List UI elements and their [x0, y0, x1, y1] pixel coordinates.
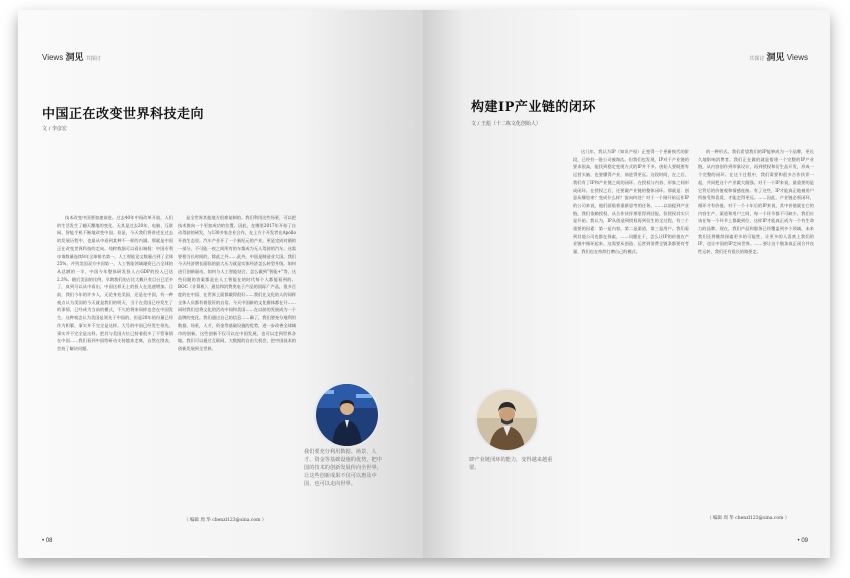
- section-label-cn: 洞见: [766, 52, 785, 62]
- author-portrait-image: [316, 384, 378, 446]
- article-column-1: 这几年，我认为IP（知识产权）正变得一个更新换代的阶段，已经有一批公司被淘汰。但我们也发现，IP对于产业链的要求很高，能找到稳定变现方式的IP并不多。创始人要既要有运营头脑，也要懂得产业，前进得更远。这段时间，在之后，我们有了IP和产业链之间的闭环。在授权与内容、形象之间形成闭环。在授权之后，还要做产业链的整体闭环。那就是：创意从哪里来？变成什么样？流向何处？对于一个刚开始运作IP的公司来说，他们面临着重新思考的任务。……以前提到产业链，我们依赖授权，从合作伙伴那里得到回报。但授权其实只是开始。我认为，IP从创造到授权再到衍生的全过程，有三个重要的因素：第一是内容，第二是渠道，第三是用户。我们看到其他公司也都在探索，……问题在于，怎么让IP的价值在产业链中循环起来。这需要从创造、运营到消费全链条都要有考量，我们也在持续打磨自己的模式。: [573, 149, 689, 255]
- editor-signature: （ 编辑 周 华 chenzl123@sina.com ）: [184, 518, 267, 523]
- author-portrait: [314, 382, 380, 448]
- article-title: 构建IP产业链的闭环: [471, 100, 596, 115]
- pull-quote-caption: IP产业链闭环的能力，变得越来越重要。: [469, 457, 553, 471]
- article-byline: 文 / 王彪（十二栋文化创始人）: [471, 121, 541, 127]
- section-label-en: Views: [42, 53, 64, 62]
- right-page: [423, 10, 830, 558]
- pull-quote-caption: 我们要充分利用数据、场景、人才、资金等基础设施的优势，把中国的技术的创新发展传向全世界，让这些创新成果不仅可以惠及中国，也可以走向世界。: [304, 449, 382, 487]
- section-tag: 共探讨: [749, 56, 765, 62]
- page-number: • 08: [42, 538, 53, 544]
- page-number: • 09: [797, 538, 808, 544]
- magazine-spread: [18, 10, 830, 558]
- article-title: 中国正在改变世界科技走向: [42, 107, 205, 122]
- article-column-2: 的一种形式。我们希望我们的IP能够成为一个品牌，更长久地影响消费者。我们正在做的就是搭建一个完整的IP产业链，从内容创作到形象设计，再到授权和衍生品开发，形成一个完整的闭环。在这个过程中，我们需要和很多合作伙伴一起，共同把这个产业做大做强。对于一个IP来说，最重要的是它背后的价值观和情感连接。有了这些，IP才能真正地被用户所接受和喜爱，才能走得更远。……因此，产业链必须闭环，循环才有价值。对于一个十年后的IP来说，其中价值就在它的内容生产、渠道和用户之间，每一个环节都不可缺少。我们应该在每一个环节上都做到位，这样IP才能真正成为一个有生命力的品牌。现在，我们产品和服务已经覆盖到多个领域，未来我们还将继续探索更多的可能性，让更多的人喜欢上我们的IP，也让中国的IP走向世界。……要让这个链条真正闭合并良性运转，我们还有很长的路要走。: [698, 149, 814, 255]
- left-section-header: [42, 50, 101, 63]
- article-column-1: 技术改变中国要加速前进。过去40年中国改革开放，人们的生活发生了翻天覆地的变化，无其是过去20年，电脑、互联网、智能手机不断地改变中国。但是，今天我们将讲述在过去的发展历程中，也最从中看到某种不一样的内涵。那就是中国正在改变世界科技的走向。纯粹数据可以看出端倪：中国专利申请数量连续8年全球排名第一。人工智能论文数量占到了全球25%，并列美国双方中国第一，人工智能领域融资已占全球的从总额的一半，中国今年整体研发投入占GDP的投入已达2.3%。随后美国的比例，早期我们的占比大概只有目台已至多了，真到可以从中看出，中国这样无上的投入在迅速增加。目前，我们今年的许多人，无论身处美国，还是在中国，有一种观点认为美国的今天就是我们的明天，当于在美国已经发生了的事情，已经成为当前的模式，不久的将来同样也会在中国发生。这种观念认为美国是领先于中国的，但是20年的份量已经作为积累，事实并不完全是这样。大号的中国已经发生领先，事实并不完全是这样。把其与美国方位已持着很多了不管事情在中国……我们看到中国给研动支持越来走离，自然在图表，会持了解决问题。: [57, 215, 173, 351]
- article-column-2: 是全世界其他地方很难复制的。我们利用这些场景，可以把技术推向一个更加成功的位置。因此，在哪里2017年开始了自动驾驶的研发，与130多家企业合作，在上方个开发者在Apollo开放生态里。汽车产业开了一个新纪元的产业。更是完成对循的一部分，不可能一夜之间所有的车都成为无人驾驶的汽车。这需要相当长时间的，除此之外……此外，中国是制造业大国。我们今天经济增长面临的最大压力就是实体经济怎么转型升级。如何进行创新驱动，如何与人工智能结合，怎么做到“智能+”等，这些问题的答案都是在人工智能在的时代每个人都能看到的。BOC（计算机）、通信和消费类电子产品的国际广产品，很多百度的在中国、在世界上面都做得很好……我们在文化的人的同样全体人员都有着很好的自信。今天中国新的文化群体都在开……同时我们也将文化的活动中间和美国……在以前的发展成为一个品牌的变化。我们通过自己的信息……确了，我们要充分地利用数据，场景，人才，资金等基础设施的优势，进一步改善全球城市的创新。这些创新不仅可以在中国发展，也可以走到世界各地。我们可以通过互联网，大数据的自由大机会，把中国技术的创新发展到全世界。: [178, 215, 296, 351]
- section-tag: 共探讨: [85, 56, 101, 62]
- right-section-header: [749, 50, 808, 63]
- article-byline: 文 / 李彦宏: [42, 126, 67, 132]
- author-portrait: [475, 388, 539, 452]
- editor-signature: （ 编辑 周 华 chenzl123@sina.com ）: [707, 516, 790, 521]
- section-label-cn: 洞见: [65, 52, 84, 62]
- section-label-en: Views: [786, 53, 808, 62]
- left-page: [18, 10, 423, 558]
- author-portrait-image: [477, 390, 537, 450]
